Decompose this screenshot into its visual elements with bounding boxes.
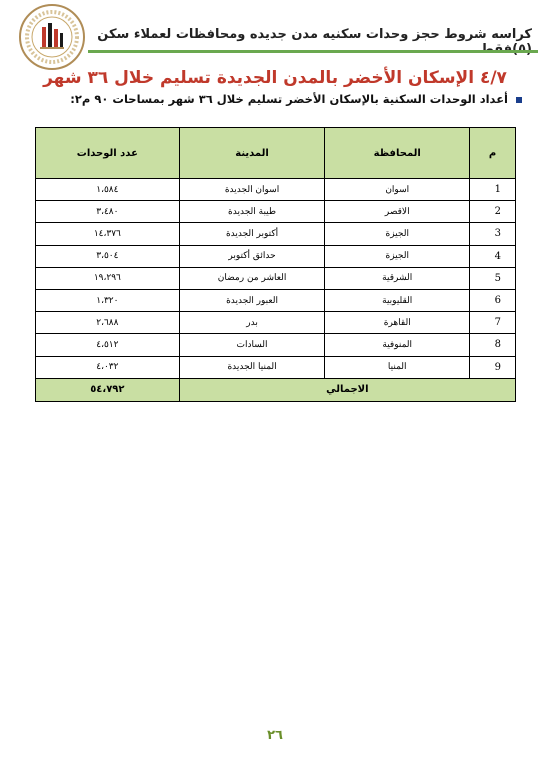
table-row	[36, 223, 516, 245]
table-row	[36, 245, 516, 267]
column-header-units: عدد الوحدات	[36, 128, 180, 179]
table-row	[36, 201, 516, 223]
table-row	[36, 267, 516, 289]
total-value: ٥٤،٧٩٢	[36, 378, 180, 401]
cell-governorate: المنيا	[325, 356, 470, 378]
cell-index: 4	[470, 245, 516, 267]
cell-units: ١،٥٨٤	[36, 179, 180, 201]
cell-index: 9	[470, 356, 516, 378]
cell-units: ٣،٥٠٤	[36, 245, 180, 267]
cell-governorate: الشرقية	[325, 267, 470, 289]
cell-index: 3	[470, 223, 516, 245]
subtitle-text: أعداد الوحدات السكنية بالإسكان الأخضر تسليم خلال ٣٦ شهر بمساحات ٩٠ م٢:	[70, 92, 508, 106]
cell-units: ٢،٦٨٨	[36, 312, 180, 334]
cell-governorate: الجيزة	[325, 223, 470, 245]
cell-units: ١٤،٣٧٦	[36, 223, 180, 245]
header-divider	[88, 50, 538, 53]
cell-index: 5	[470, 267, 516, 289]
total-label: الاجمالي	[179, 378, 515, 401]
cell-city: العاشر من رمضان	[179, 267, 325, 289]
cell-city: حدائق أكتوبر	[179, 245, 325, 267]
cell-city: أكتوبر الجديدة	[179, 223, 325, 245]
cell-governorate: الاقصر	[325, 201, 470, 223]
cell-index: 1	[470, 179, 516, 201]
cell-governorate: القليوبية	[325, 289, 470, 311]
cell-governorate: الجيزة	[325, 245, 470, 267]
column-header-governorate: المحافظة	[325, 128, 470, 179]
units-table	[35, 127, 516, 402]
cell-index: 7	[470, 312, 516, 334]
cell-index: 2	[470, 201, 516, 223]
cell-city: العبور الجديدة	[179, 289, 325, 311]
cell-index: 6	[470, 289, 516, 311]
cell-city: طيبة الجديدة	[179, 201, 325, 223]
section-title: ٤/٧ الإسكان الأخضر بالمدن الجديدة تسليم خلال ٣٦ شهر	[43, 68, 507, 88]
cell-governorate: اسوان	[325, 179, 470, 201]
cell-units: ٤،٠٣٢	[36, 356, 180, 378]
table-row	[36, 334, 516, 356]
column-header-city: المدينة	[179, 128, 325, 179]
cell-city: المنيا الجديدة	[179, 356, 325, 378]
cell-units: ١٩،٢٩٦	[36, 267, 180, 289]
bullet-icon	[516, 97, 522, 103]
page-number: ٢٦	[267, 728, 283, 743]
table-row	[36, 312, 516, 334]
cell-governorate: القاهرة	[325, 312, 470, 334]
table-row	[36, 289, 516, 311]
cell-units: ٤،٥١٢	[36, 334, 180, 356]
cell-units: ١،٣٢٠	[36, 289, 180, 311]
cell-city: السادات	[179, 334, 325, 356]
table-row	[36, 179, 516, 201]
column-header-index: م	[470, 128, 516, 179]
cell-units: ٣،٤٨٠	[36, 201, 180, 223]
header-title: كراسه شروط حجز وحدات سكنيه مدن جديده ومحافظات لعملاء سكن	[97, 27, 532, 42]
cell-city: اسوان الجديدة	[179, 179, 325, 201]
page-header	[0, 0, 550, 75]
table-total-row	[36, 378, 516, 401]
cell-index: 8	[470, 334, 516, 356]
cell-city: بدر	[179, 312, 325, 334]
table-row	[36, 356, 516, 378]
section-subtitle	[32, 92, 522, 106]
ministry-logo	[18, 3, 86, 71]
table-header-row	[36, 128, 516, 179]
cell-governorate: المنوفية	[325, 334, 470, 356]
